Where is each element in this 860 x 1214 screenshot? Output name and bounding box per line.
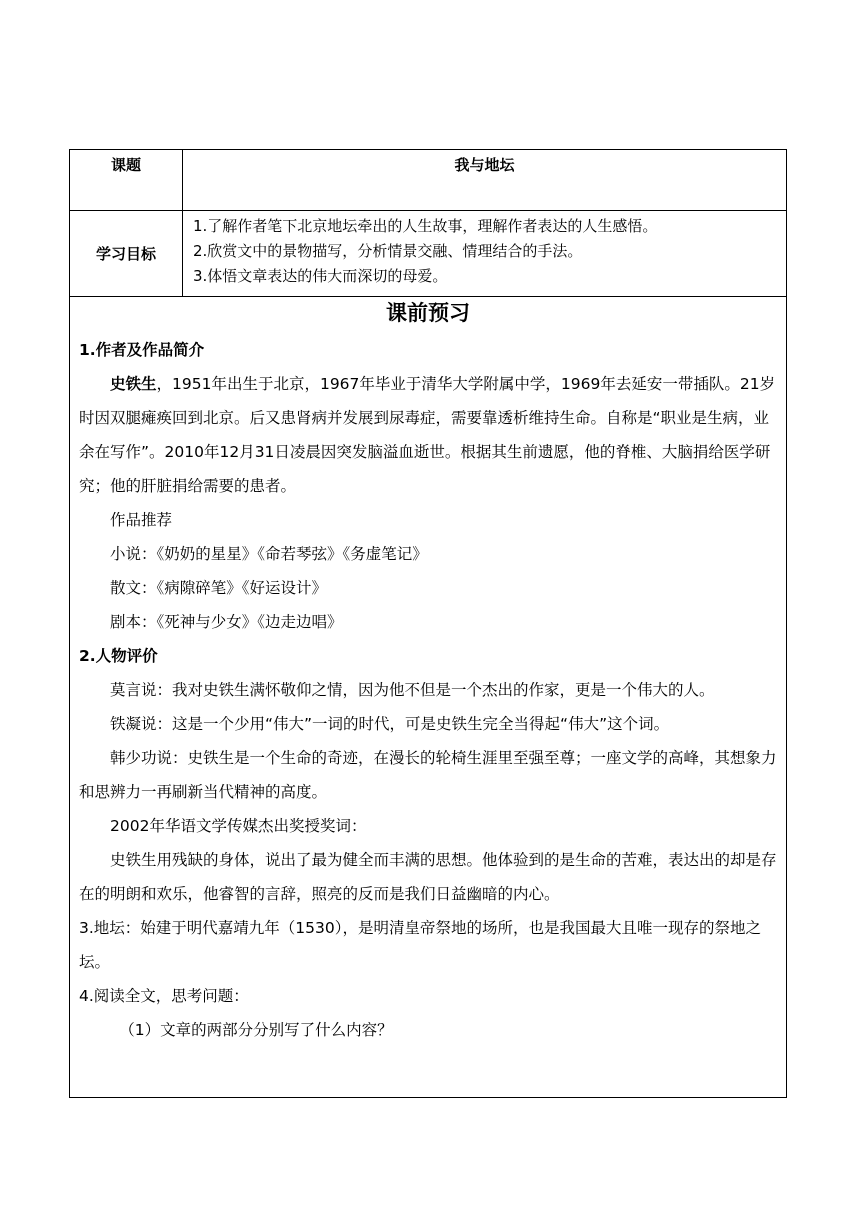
goal-item: 1.了解作者笔下北京地坛牵出的人生故事，理解作者表达的人生感悟。 <box>193 217 658 235</box>
topic-value: 我与地坛 <box>454 156 515 174</box>
author-bio <box>79 367 777 503</box>
goal-item: 2.欣赏文中的景物描写，分析情景交融、情理结合的手法。 <box>193 242 583 260</box>
lesson-table <box>69 149 787 1098</box>
preview-section <box>70 297 786 1047</box>
reading-task-heading: 4.阅读全文，思考问题： <box>79 987 249 1005</box>
question-item: （1）文章的两部分分别写了什么内容？ <box>119 1021 393 1039</box>
goal-item: 3.体悟文章表达的伟大而深切的母爱。 <box>193 267 448 285</box>
works-heading: 作品推荐 <box>110 511 173 529</box>
review-item: 莫言说：我对史铁生满怀敬仰之情，因为他不但是一个杰出的作家，更是一个伟大的人。 <box>110 681 715 699</box>
section-title: 课前预习 <box>386 301 470 325</box>
topic-label: 课题 <box>70 150 183 210</box>
review-item: 韩少功说：史铁生是一个生命的奇迹，在漫长的轮椅生涯里至强至尊；一座文学的高峰，其想象力和思辨力一再刷新当代精神的高度。 <box>79 749 777 801</box>
goals-list <box>193 214 778 289</box>
goals-label <box>70 210 183 296</box>
award-text: 史铁生用残缺的身体，说出了最为健全而丰满的思想。他体验到的是生命的苦难，表达出的却是存在的明朗和欢乐，他睿智的言辞，照亮的反而是我们日益幽暗的内心。 <box>79 851 777 903</box>
author-bio-text: ，1951年出生于北京，1967年毕业于清华大学附属中学，1969年去延安一带插队。21岁时因双腿瘫痪回到北京。后又患肾病并发展到尿毒症，需要靠透析维持生命。自称是“职业是生病，业余在写作”。2010年12月31日凌晨因突发脑溢血逝世。根据其生前遗愿，他的脊椎、大脑捐给医学研究；他的肝脏捐给需要的患者。 <box>79 375 776 495</box>
section-content <box>70 327 786 1047</box>
goals-row <box>70 210 786 297</box>
works-item: 小说：《奶奶的星星》《命若琴弦》《务虚笔记》 <box>110 545 428 563</box>
ditan-intro: 3.地坛：始建于明代嘉靖九年（1530），是明清皇帝祭地的场所，也是我国最大且唯一现存的祭地之坛。 <box>79 919 761 971</box>
heading-reviews: 2.人物评价 <box>79 647 158 665</box>
works-item: 剧本：《死神与少女》《边走边唱》 <box>110 613 343 631</box>
topic-row <box>70 150 786 211</box>
author-name: 史铁生 <box>110 375 157 393</box>
goals-label-text: 学习目标 <box>95 244 156 263</box>
heading-author-intro: 1.作者及作品简介 <box>79 341 205 359</box>
review-item: 铁凝说：这是一个少用“伟大”一词的时代，可是史铁生完全当得起“伟大”这个词。 <box>110 715 670 733</box>
award-heading: 2002年华语文学传媒杰出奖授奖词： <box>110 817 367 835</box>
works-item: 散文：《病隙碎笔》《好运设计》 <box>110 579 328 597</box>
